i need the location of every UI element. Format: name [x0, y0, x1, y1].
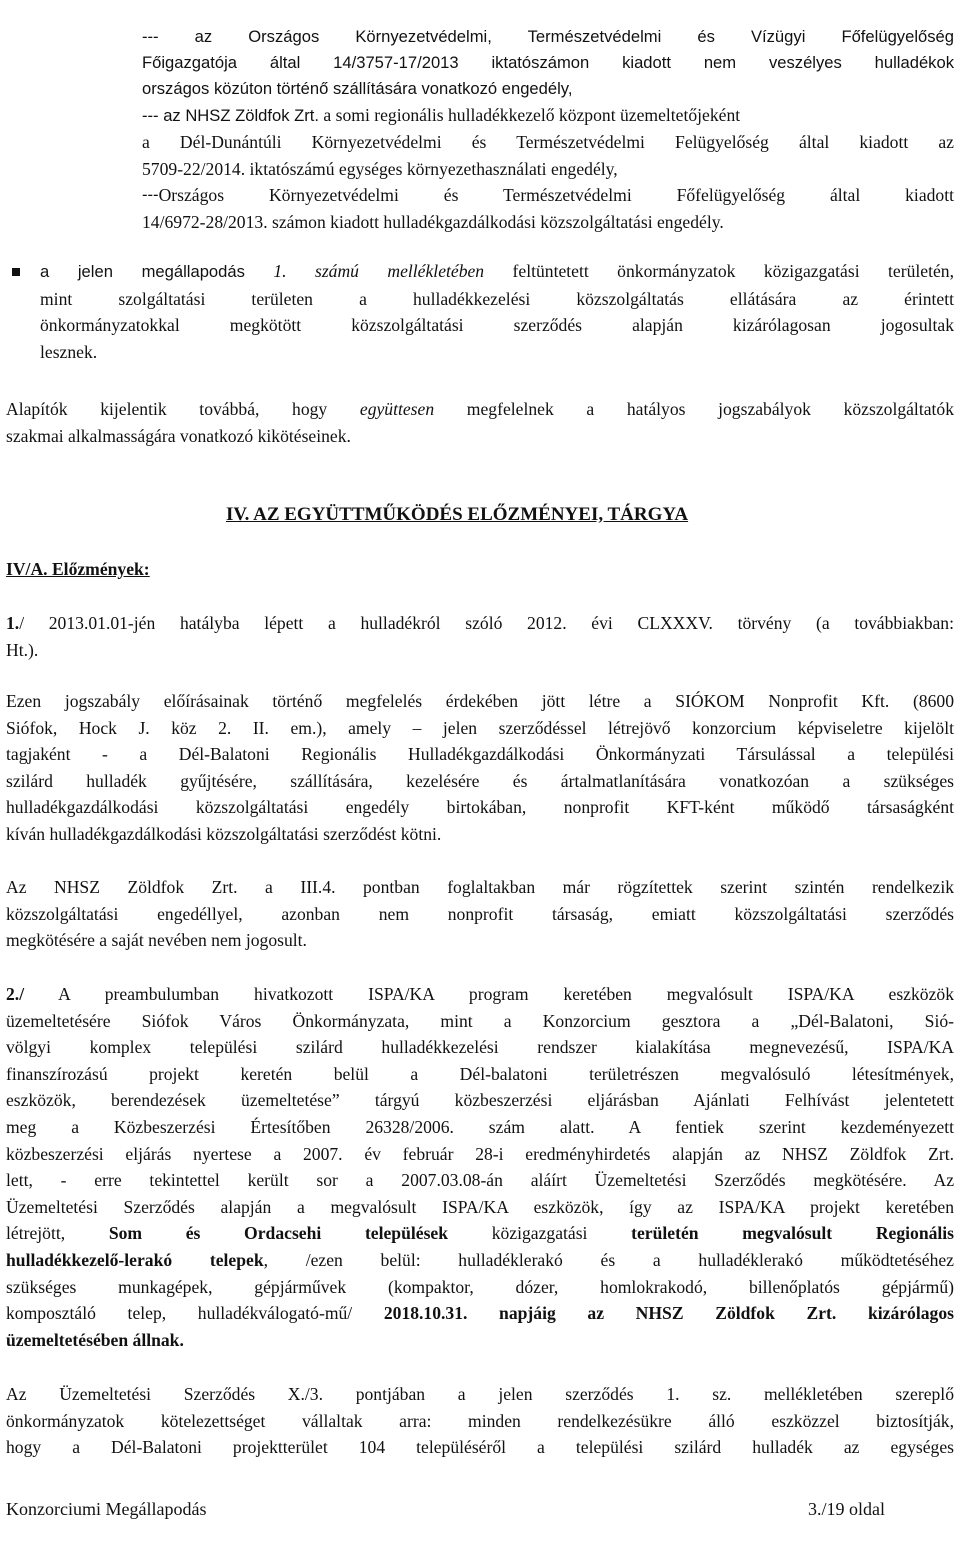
square-bullet-icon: [12, 268, 20, 276]
alapitok-l1a: Alapítók kijelentik továbbá, hogy: [6, 399, 328, 419]
alapitok-l1c: megfelelnek a hatályos jogszabályok közszolgáltatók: [466, 399, 954, 419]
p4-line-3: völgyi komplex települési szilárd hulladékkezelési rendszer kialakítása megnevezésű, ISPA/KA: [6, 1037, 954, 1058]
p4-line-12: szükséges munkagépek, gépjárművek (kompaktor, dózer, homlokrakodó, billenőplatós gépjármű): [6, 1276, 954, 1297]
p4-number: 2./: [6, 984, 25, 1004]
top-item-l8a: ---: [142, 185, 159, 205]
p4-line-1: [6, 981, 954, 1008]
p1-line-1: [6, 610, 954, 637]
p4-l11a: hulladékkezelő-lerakó telepek: [6, 1249, 264, 1270]
footer-title: Konzorciumi Megállapodás: [6, 1499, 207, 1519]
bullet-l1c: számú mellékletében: [314, 261, 485, 281]
p4-line-10: [6, 1220, 954, 1247]
top-item-line-2: --- az Országos Környezetvédelmi, Természetvédelmi és Vízügyi Főfelügyelőség: [142, 27, 954, 46]
section-heading: IV. AZ EGYÜTTMŰKÖDÉS ELŐZMÉNYEI, TÁRGYA: [226, 504, 689, 525]
top-item-line-7: [142, 156, 954, 183]
top-item-l9a: 14/6972-28/2013.: [142, 211, 268, 232]
bullet-l1a: a jelen megállapodás: [40, 262, 245, 281]
p3-line-1: Az NHSZ Zöldfok Zrt. a III.4. pontban foglaltakban már rögzítettek szerint szintén rendelkezik: [6, 877, 954, 897]
bullet-line-3: önkormányzatokkal megkötött közszolgáltatási szerződés alapján kizárólagosan jogosultak: [40, 315, 954, 336]
p1-line-2: Ht.).: [6, 639, 39, 660]
p4-line-5: eszközök, berendezések üzemeltetése” tárgyú közbeszerzési eljárásban Ajánlati Felhívást jelentetett: [6, 1090, 954, 1111]
p4-line-7: közbeszerzési eljárás nyertese a 2007. év február 28-i eredményhirdetés alapján az NHSZ Zöldfok Zrt.: [6, 1143, 954, 1164]
top-item-l9b: számon kiadott hulladékgazdálkodási közszolgáltatási engedély.: [267, 211, 724, 232]
footer-page-number: 3./19 oldal: [808, 1499, 885, 1519]
p5-line-3: hogy a Dél-Balatoni projektterület 104 településéről a települési szilárd hulladék az egységes: [6, 1437, 954, 1458]
p4-l10b: Som és Ordacsehi települések: [108, 1223, 449, 1244]
p2-line-3: tagjaként - a Dél-Balatoni Regionális Hulladékgazdálkodási Önkormányzati Társulással a települési: [6, 744, 954, 765]
top-item-l7b: iktatószámú egységes környezethasználati engedély,: [245, 158, 618, 179]
subsection-heading: IV/A. Előzmények:: [6, 559, 150, 579]
alapitok-line-2: szakmai alkalmasságára vonatkozó kikötéseinek.: [6, 425, 351, 446]
p4-line-14: üzemeltetésében állnak.: [6, 1329, 184, 1350]
p4-l1: A preambulumban hivatkozott ISPA/KA program keretében megvalósult ISPA/KA eszközök: [24, 984, 954, 1004]
paragraph-3: [6, 874, 954, 954]
p1-l1: / 2013.01.01-jén hatályba lépett a hulladékról szóló 2012. évi CLXXXV. törvény (a továbbiakban:: [19, 613, 954, 633]
p5-line-1: Az Üzemeltetési Szerződés X./3. pontjában a jelen szerződés 1. sz. mellékletében szereplő: [6, 1384, 954, 1404]
paragraph-1: [6, 610, 954, 663]
alapitok-paragraph: [6, 396, 954, 449]
p4-l13b: 2018.10.31. napjáig az NHSZ Zöldfok Zrt. kizárólagos: [383, 1303, 954, 1324]
bullet-l1b: 1.: [244, 261, 315, 281]
p2-line-1: Ezen jogszabály előírásainak történő megfelelés érdekében jött létre a SIÓKOM Nonprofit Kft. (8600: [6, 691, 954, 711]
p3-line-3: megkötésére a saját nevében nem jogosult.: [6, 930, 307, 951]
paragraph-2: [6, 688, 954, 848]
p4-l10a: létrejött,: [6, 1223, 66, 1244]
top-item-l5a: --- az NHSZ Zöldfok Zrt.: [142, 106, 320, 125]
bullet-paragraph: [40, 258, 954, 365]
alapitok-line-1: [6, 396, 954, 423]
alapitok-l1b: együttesen: [359, 399, 435, 419]
top-item-line-6: a Dél-Dunántúli Környezetvédelmi és Természetvédelmi Felügyelőség által kiadott az: [142, 132, 954, 152]
top-item-line-3: Főigazgatója által 14/3757-17/2013 iktatószámon kiadott nem veszélyes hulladékok: [142, 53, 954, 72]
p4-line-8: lett, - erre tekintettel került sor a 2007.03.08-án aláírt Üzemeltetési Szerződés megkötésére. Az: [6, 1170, 954, 1191]
p1-number: 1.: [6, 613, 20, 633]
paragraph-5: [6, 1381, 954, 1461]
top-item-l8b: Országos Környezetvédelmi és Természetvédelmi Főfelügyelőség által kiadott: [158, 185, 954, 206]
p4-l10d: területén megvalósult Regionális: [631, 1223, 954, 1244]
p2-line-2: Siófok, Hock J. köz 2. II. em.), amely – jelen szerződéssel létrejövő konzorcium képviseletre kijelölt: [6, 717, 954, 738]
bullet-line-4: lesznek.: [40, 341, 98, 362]
top-item-serif-block: [142, 129, 954, 235]
top-item-l5b: a somi regionális hulladékkezelő központ üzemeltetőjeként: [319, 105, 741, 125]
bullet-line-1: [40, 258, 954, 286]
top-item-line-8: [142, 182, 954, 209]
top-item-line-5: [142, 102, 954, 130]
p4-line-4: finanszírozású projekt keretén belül a Dél-balatoni területrészen megvalósuló létesítmények,: [6, 1063, 954, 1084]
top-item-l7a: 5709-22/2014.: [142, 158, 246, 179]
top-item-line-9: [142, 209, 954, 236]
p4-l13a: komposztáló telep, hulladékválogató-mű/: [6, 1303, 353, 1324]
p4-l11b: , /ezen belül: hulladéklerakó és a hulladéklerakó működtetéséhez: [263, 1249, 954, 1270]
p4-line-13: [6, 1300, 954, 1327]
p4-line-6: meg a Közbeszerzési Értesítőben 26328/2006. szám alatt. A fentiek szerint kezdeményezett: [6, 1116, 954, 1137]
bullet-line-2: mint szolgáltatási területen a hulladékkezelési közszolgáltatás ellátására az érintett: [40, 288, 954, 309]
p2-line-4: szilárd hulladék gyűjtésére, szállítására, kezelésére és ártalmatlanítására vonatkozóan a szükséges: [6, 770, 954, 791]
p2-line-5: hulladékgazdálkodási közszolgáltatási engedély birtokában, nonprofit KFT-ként működő társaságként: [6, 797, 954, 818]
p2-line-6: kíván hulladékgazdálkodási közszolgáltatási szerződést kötni.: [6, 823, 442, 844]
bullet-l1d: feltüntetett önkormányzatok közigazgatási területén,: [484, 261, 954, 281]
p4-line-2: üzemeltetésére Siófok Város Önkormányzata, mint a Konzorcium gesztora a „Dél-Balatoni, Sió-: [6, 1010, 954, 1031]
p3-line-2: közszolgáltatási engedéllyel, azonban nem nonprofit társaság, emiatt közszolgáltatási szerződés: [6, 903, 954, 924]
p4-line-11: [6, 1247, 954, 1274]
p4-l10c: közigazgatási: [491, 1223, 588, 1244]
paragraph-4: [6, 981, 954, 1353]
top-item-line-4: országos közúton történő szállítására vonatkozó engedély,: [142, 79, 573, 98]
p5-line-2: önkormányzatok kötelezettséget vállaltak arra: minden rendelkezésükre álló eszközzel biztosítják,: [6, 1410, 954, 1431]
p4-line-9: Üzemeltetési Szerződés alapján a megvalósult ISPA/KA eszközök, így az ISPA/KA projekt keretében: [6, 1196, 954, 1217]
